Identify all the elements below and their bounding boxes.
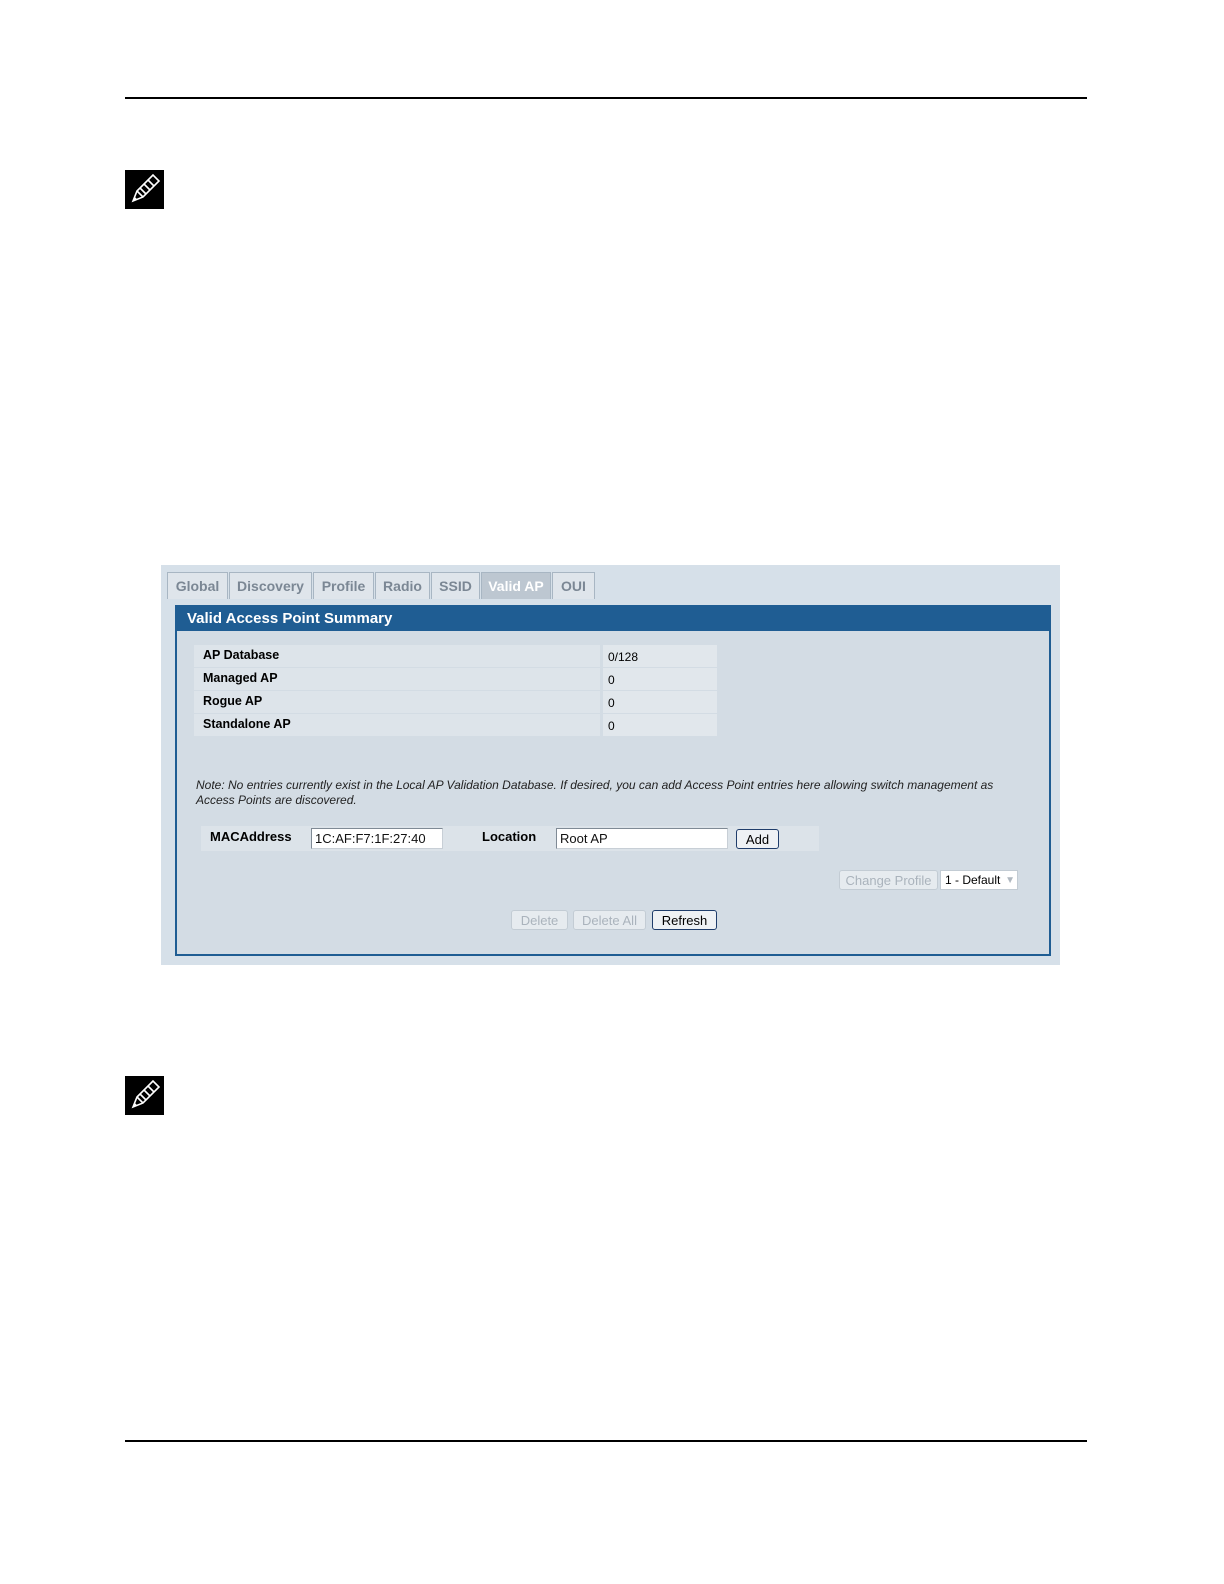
mac-address-input[interactable]: 1C:AF:F7:1F:27:40 xyxy=(311,828,443,849)
add-button[interactable]: Add xyxy=(736,829,779,849)
valid-ap-panel xyxy=(175,605,1051,956)
profile-select-value: 1 - Default xyxy=(945,873,1001,887)
add-entry-row xyxy=(201,826,819,851)
tab-bar xyxy=(167,572,596,599)
note-pencil-icon xyxy=(125,1076,164,1115)
tab-discovery[interactable]: Discovery xyxy=(229,572,312,599)
chevron-down-icon: ▼ xyxy=(1005,875,1015,886)
location-label: Location xyxy=(482,829,537,844)
panel-title: Valid Access Point Summary xyxy=(177,607,1049,631)
summary-label: Standalone AP xyxy=(194,714,600,736)
mac-address-label: MACAddress xyxy=(210,829,292,844)
summary-value: 0/128 xyxy=(603,645,717,667)
screenshot-frame xyxy=(161,565,1060,965)
tab-radio[interactable]: Radio xyxy=(375,572,430,599)
footer-rule xyxy=(125,1440,1087,1442)
location-input[interactable]: Root AP xyxy=(556,828,728,849)
summary-value: 0 xyxy=(603,668,717,690)
tab-valid-ap[interactable]: Valid AP xyxy=(481,572,551,599)
delete-button[interactable]: Delete xyxy=(511,910,568,930)
profile-select[interactable] xyxy=(940,870,1018,890)
refresh-button[interactable]: Refresh xyxy=(652,910,717,930)
delete-all-button[interactable]: Delete All xyxy=(573,910,646,930)
tab-ssid[interactable]: SSID xyxy=(431,572,480,599)
tab-global[interactable]: Global xyxy=(167,572,228,599)
summary-value: 0 xyxy=(603,691,717,713)
header-rule xyxy=(125,97,1087,99)
summary-label: AP Database xyxy=(194,645,600,667)
summary-value: 0 xyxy=(603,714,717,736)
summary-label: Managed AP xyxy=(194,668,600,690)
tab-oui[interactable]: OUI xyxy=(552,572,595,599)
note-pencil-icon xyxy=(125,170,164,209)
validation-note: Note: No entries currently exist in the Local AP Validation Database. If desired, you can add Access Point entries here allowing switch management as Access Points are discovered. xyxy=(196,778,994,807)
summary-label: Rogue AP xyxy=(194,691,600,713)
change-profile-button[interactable]: Change Profile xyxy=(839,870,938,890)
tab-profile[interactable]: Profile xyxy=(313,572,374,599)
